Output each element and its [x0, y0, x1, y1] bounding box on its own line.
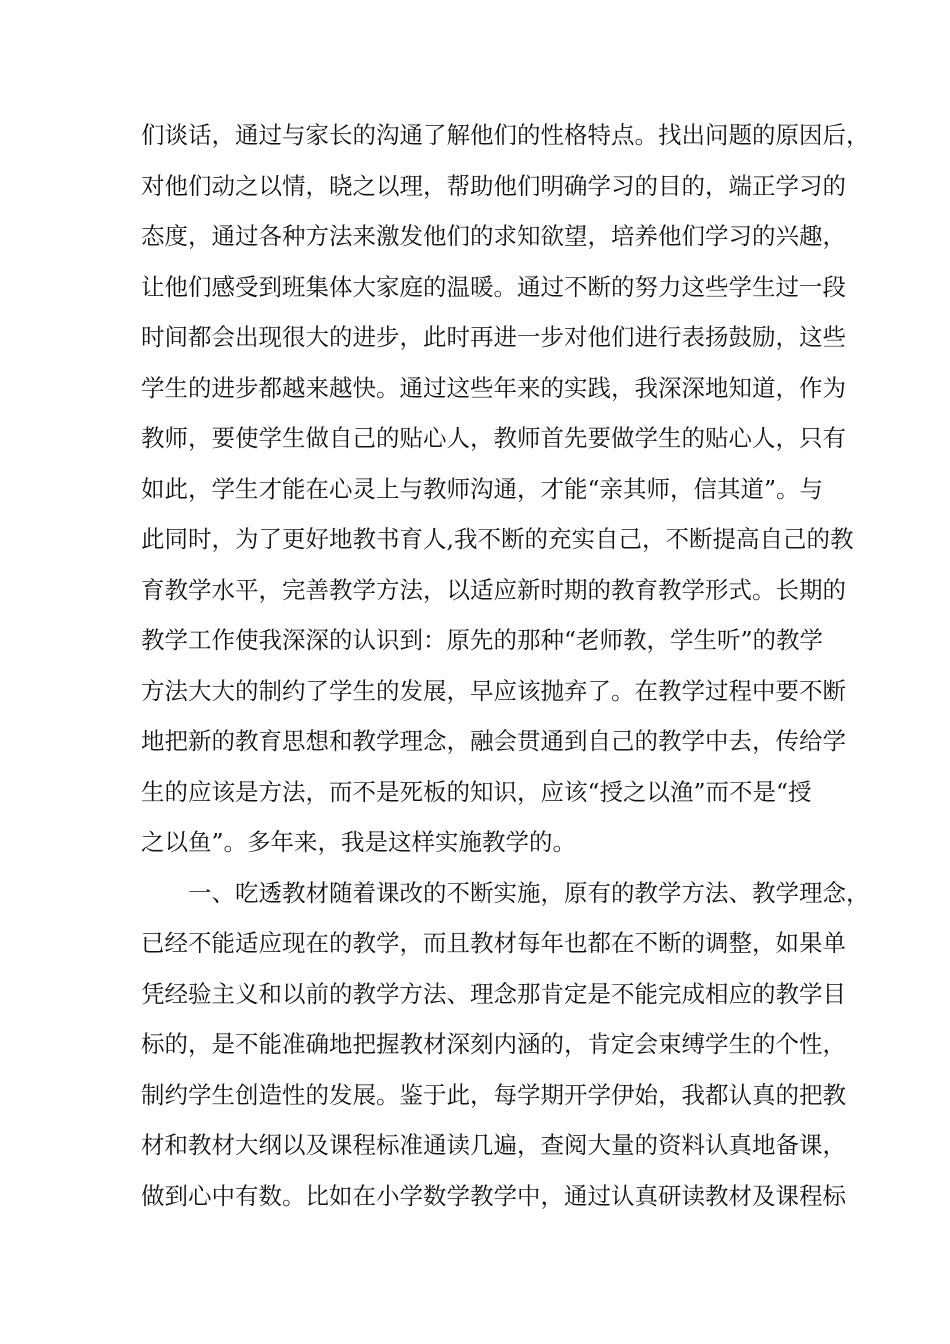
- text-line: 之以鱼”。多年来，我是这样实施教学的。: [141, 828, 577, 856]
- text-line: 时间都会出现很大的进步，此时再进一步对他们进行表扬鼓励，这些: [141, 323, 846, 351]
- text-line: 标的，是不能准确地把握教材深刻内涵的，肯定会束缚学生的个性，: [141, 1030, 846, 1058]
- text-line: 凭经验主义和以前的教学方法、理念那肯定是不能完成相应的教学目: [141, 979, 846, 1008]
- text-line: 态度，通过各种方法来激发他们的求知欲望，培养他们学习的兴趣，: [141, 222, 846, 250]
- text-line: 如此，学生才能在心灵上与教师沟通，才能“亲其师，信其道”。与: [141, 474, 824, 503]
- text-line: 对他们动之以情，晓之以理，帮助他们明确学习的目的，端正学习的: [141, 171, 846, 200]
- text-line: 材和教材大纲以及课程标准通读几遍，查阅大量的资料认真地备课，: [141, 1131, 846, 1159]
- text-line: 教师，要使学生做自己的贴心人，教师首先要做学生的贴心人，只有: [141, 424, 846, 452]
- text-line: 地把新的教育思想和教学理念，融会贯通到自己的教学中去，传给学: [141, 727, 846, 755]
- text-line: 教学工作使我深深的认识到：原先的那种“老师教，学生听”的教学: [141, 626, 824, 654]
- text-line: 此同时，为了更好地教书育人,我不断的充实自己，不断提高自己的教: [141, 525, 854, 553]
- section-heading-line: 一、吃透教材随着课改的不断实施，原有的教学方法、教学理念，: [188, 878, 870, 907]
- text-line: 育教学水平，完善教学方法，以适应新时期的教育教学形式。长期的: [141, 575, 846, 604]
- body-text: [141, 110, 870, 1221]
- text-line: 们谈话，通过与家长的沟通了解他们的性格特点。找出问题的原因后，: [141, 121, 870, 149]
- text-line: 让他们感受到班集体大家庭的温暖。通过不断的努力这些学生过一段: [141, 272, 846, 301]
- text-line: 学生的进步都越来越快。通过这些年来的实践，我深深地知道，作为: [141, 373, 846, 402]
- text-line: 已经不能适应现在的教学，而且教材每年也都在不断的调整，如果单: [141, 929, 846, 957]
- text-line: 方法大大的制约了学生的发展，早应该抛弃了。在教学过程中要不断: [141, 676, 846, 705]
- text-line: 做到心中有数。比如在小学数学教学中，通过认真研读教材及课程标: [141, 1181, 846, 1210]
- text-line: 制约学生创造性的发展。鉴于此，每学期开学伊始，我都认真的把教: [141, 1080, 846, 1109]
- text-line: 生的应该是方法，而不是死板的知识，应该“授之以渔”而不是“授: [141, 777, 812, 806]
